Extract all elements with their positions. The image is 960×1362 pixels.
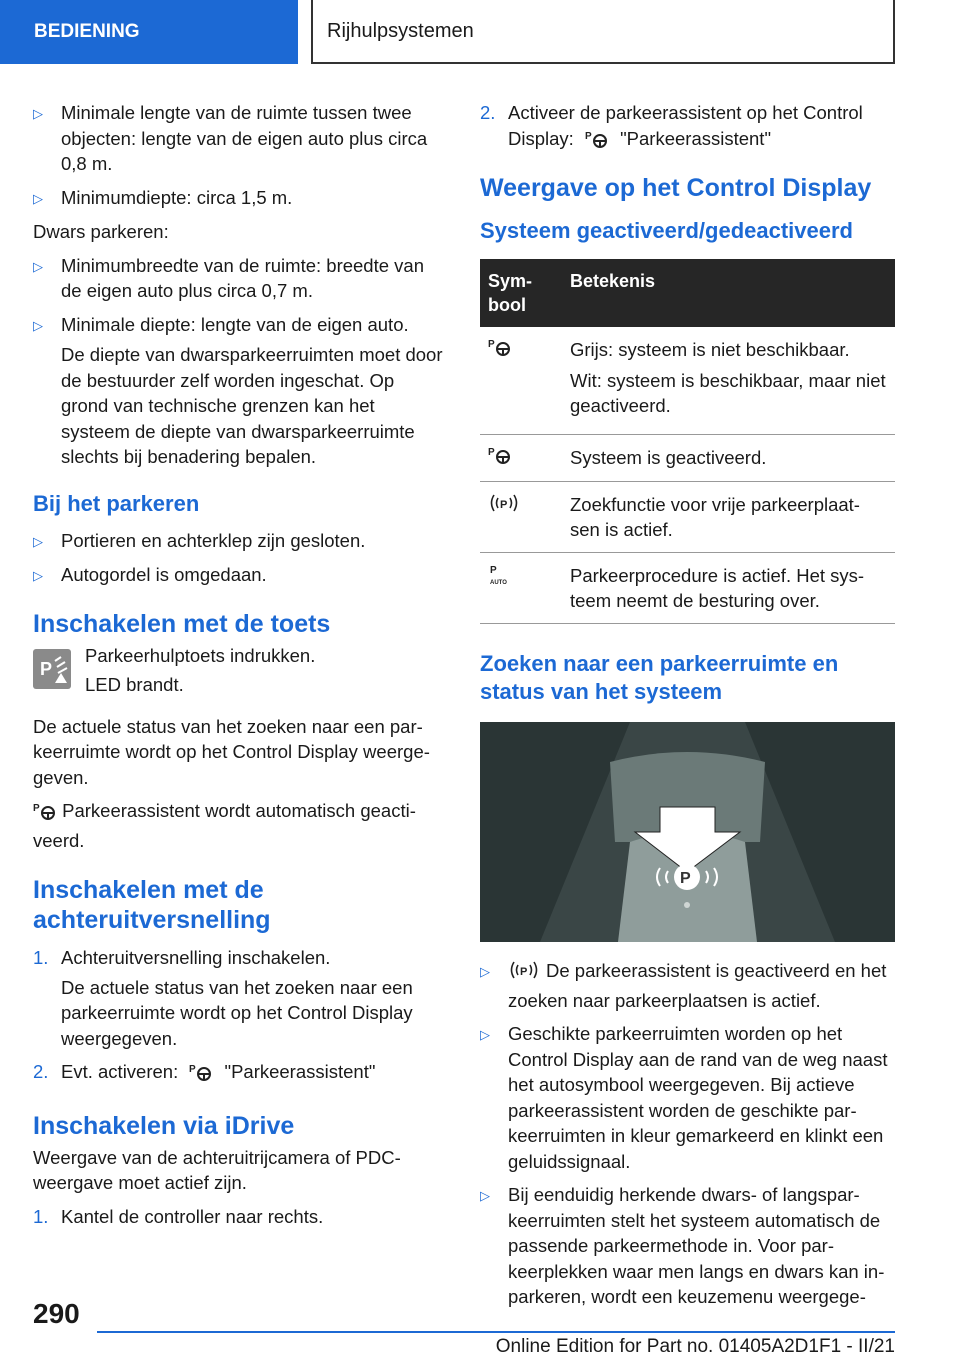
- parking-assistant-icon: [33, 801, 57, 828]
- list-item: 1. Achteruitversnelling inschakelen.: [33, 947, 331, 968]
- idrive-paragraph: Weergave van de achteruitrijcamera of PDC-weergave moet actief zijn.: [33, 1146, 401, 1193]
- heading-achteruit: Inschakelen met de achteruitversnelling: [33, 876, 271, 934]
- depth-note: De diepte van dwarsparkeerruimten moet door de bestuurder zelf worden ingeschat. Op grond van technische grenzen kan het systeem de diepte van dwarsparkeerruimte slechts bij benadering bepalen.: [61, 344, 443, 467]
- svg-text:AUTO: AUTO: [490, 580, 507, 586]
- table-header-symbol: Sym-bool: [480, 259, 562, 327]
- list-item: 2. Activeer de parkeerassistent op het Control Display: P "Parkeerassistent": [480, 100, 895, 155]
- parking-assistant-icon: [488, 340, 512, 361]
- toets-line-2: LED brandt.: [85, 674, 184, 695]
- symbol-table: [480, 259, 895, 624]
- svg-text:P: P: [189, 1064, 197, 1075]
- list-item: 2. Evt. activeren: P "Parkeerassistent": [33, 1059, 443, 1089]
- heading-toets: Inschakelen met de toets: [33, 609, 331, 638]
- dwars-label: Dwars parkeren:: [33, 221, 169, 242]
- table-row: P Systeem is geactiveerd.: [480, 435, 895, 482]
- bullet-marker-icon: ▷: [33, 568, 43, 583]
- svg-text:P: P: [500, 499, 508, 511]
- parking-search-illustration: [480, 722, 895, 942]
- auto-activate-note: P Parkeerassistent wordt automatisch geacti-veerd.: [33, 800, 416, 851]
- list-item: ▷ Autogordel is omgedaan.: [33, 562, 443, 589]
- chapter-label: Rijhulpsystemen: [327, 19, 474, 42]
- heading-weergave: Weergave op het Control Display: [480, 174, 872, 202]
- parking-assistant-icon: [585, 129, 609, 156]
- heading-systeem: Systeem geactiveerd/gedeactiveerd: [480, 218, 853, 243]
- svg-text:P: P: [490, 565, 497, 576]
- status-paragraph: De actuele status van het zoeken naar een par-keerruimte wordt op het Control Display weerge-geven.: [33, 715, 430, 788]
- table-header-row: [480, 259, 895, 327]
- bullet-marker-icon: ▷: [33, 190, 43, 206]
- svg-text:P: P: [40, 658, 53, 679]
- list-item: ▷ Minimumdiepte: circa 1,5 m.: [33, 185, 443, 212]
- bullet-marker-icon: ▷: [480, 1188, 490, 1203]
- svg-text:P: P: [488, 447, 495, 458]
- footer-divider: [97, 1331, 895, 1333]
- parking-search-icon: [508, 959, 540, 988]
- bullet-marker-icon: ▷: [33, 258, 43, 274]
- list-item: ▷ Minimale diepte: lengte van de eigen auto.: [33, 312, 443, 339]
- bullet-marker-icon: ▷: [480, 1027, 490, 1042]
- bullet-marker-icon: ▷: [33, 106, 43, 121]
- footer-edition: Online Edition for Part no. 01405A2D1F1 - II/21: [495, 1336, 895, 1357]
- list-item: ▷ Minimumbreedte van de ruimte: breedte van de eigen auto plus circa 0,7 m.: [33, 253, 443, 304]
- svg-text:P: P: [520, 966, 528, 978]
- table-row: P Grijs: systeem is niet beschikbaar. Wit: systeem is beschikbaar, maar niet geactiveerd.: [480, 327, 895, 435]
- left-column: [33, 100, 443, 1237]
- section-label: BEDIENING: [34, 21, 140, 42]
- header-chapter: [311, 0, 895, 64]
- table-row: P AUTO Parkeerprocedure is actief. Het sys-teem neemt de besturing over.: [480, 553, 895, 624]
- parking-auto-icon: [488, 565, 518, 591]
- table-row: P Zoekfunctie voor vrije parkeerplaat-sen is actief.: [480, 482, 895, 553]
- page-number: 290: [33, 1298, 80, 1329]
- parking-search-icon: [488, 497, 520, 518]
- step1-sub: De actuele status van het zoeken naar een parkeerruimte wordt op het Control Display weergegeven.: [61, 976, 413, 1049]
- svg-text:P: P: [584, 130, 592, 142]
- heading-zoeken: Zoeken naar een parkeerruimte en status van het systeem: [480, 651, 839, 704]
- heading-idrive: Inschakelen via iDrive: [33, 1111, 295, 1140]
- table-header-meaning: Betekenis: [562, 259, 895, 327]
- toets-block: [33, 643, 443, 698]
- svg-text:P: P: [680, 870, 691, 887]
- list-item: ▷ Geschikte parkeerruimten worden op het Control Display aan de rand van de weg naast het autosymbool weergegeven. Bij actieve parkeerassistent worden de geschikte par-keerruimten in kleur gemarkeerd en klinkt een geluidssignaal.: [480, 1021, 895, 1174]
- heading-bij-parkeren: Bij het parkeren: [33, 490, 200, 516]
- header-section: [0, 0, 298, 64]
- list-item: ▷ Portieren en achterklep zijn gesloten.: [33, 528, 443, 555]
- svg-text:P: P: [33, 803, 40, 814]
- svg-text:P: P: [488, 339, 495, 350]
- parking-assistant-icon: [189, 1062, 213, 1089]
- list-item: ▷ Bij eenduidig herkende dwars- of langspar-keerruimten stelt het systeem automatisch de passende parkeermethode in. Voor par-keerplekken waar men langs en dwars kan in-parkeren, wordt een keuzemenu weergege-: [480, 1182, 895, 1310]
- bullet-marker-icon: ▷: [33, 533, 43, 549]
- toets-line-1: Parkeerhulptoets indrukken.: [85, 644, 316, 666]
- bullet-marker-icon: ▷: [480, 964, 490, 979]
- list-item: 1. Kantel de controller naar rechts.: [33, 1205, 324, 1227]
- bullet-marker-icon: ▷: [33, 317, 43, 333]
- list-item: ▷ P De parkeerassistent is geactiveerd en het zoeken naar parkeerplaatsen is actief.: [480, 958, 895, 1013]
- parking-assistant-active-icon: [488, 448, 512, 469]
- right-column: [480, 100, 895, 1318]
- parking-button-icon: [33, 649, 71, 689]
- list-item: ▷ Minimale lengte van de ruimte tussen twee objecten: lengte van de eigen auto plus circa 0,8 m.: [33, 100, 443, 177]
